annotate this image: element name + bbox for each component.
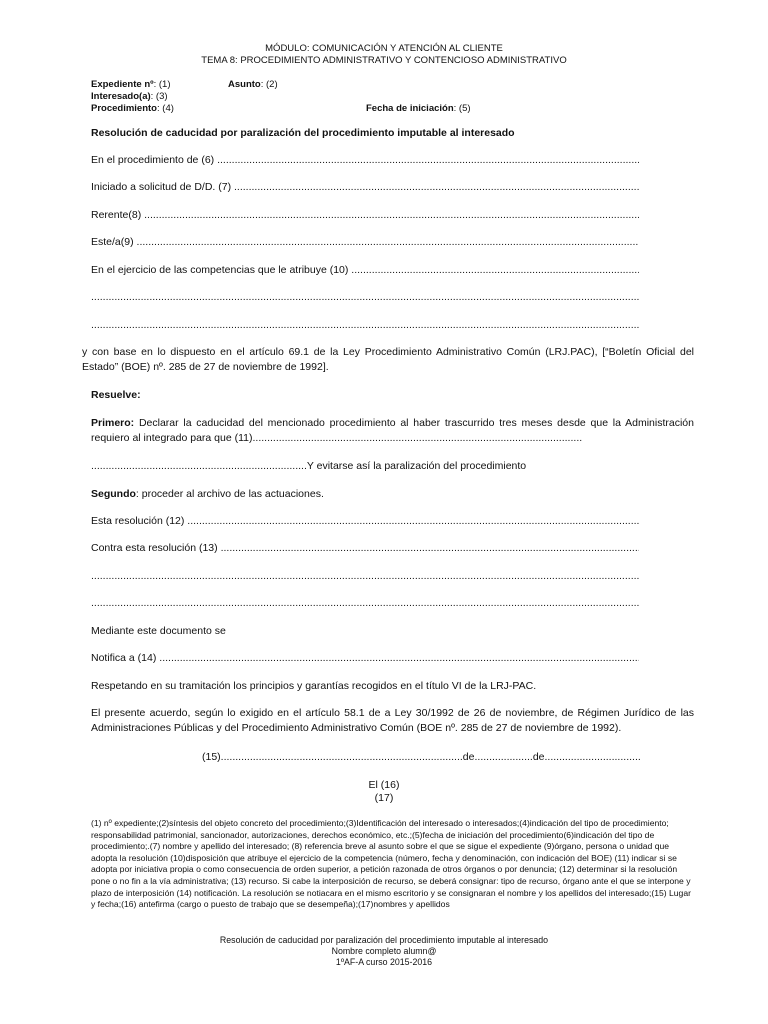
antefirma: El (16)	[368, 779, 400, 791]
esta-resolucion-line: Esta resolución (12) .....	[91, 515, 639, 527]
lugar-fecha-line: (15)...................................................................................de....................de.................................	[202, 751, 641, 763]
fecha-label: Fecha de iniciación	[366, 103, 454, 114]
fecha-value: : (5)	[453, 103, 471, 114]
este-line: Este/a(9) .....	[91, 236, 639, 248]
procedimiento-field	[91, 103, 174, 115]
blank-line-3	[91, 570, 639, 582]
notifica-line: Notifica a (14) .....	[91, 652, 639, 664]
interesado-field	[91, 91, 168, 103]
expediente-value: : (1)	[153, 79, 171, 90]
topic-title: TEMA 8: PROCEDIMIENTO ADMINISTRATIVO Y CONTENCIOSO ADMINISTRATIVO	[201, 55, 567, 66]
document-header	[0, 43, 768, 67]
procedimiento-label: Procedimiento	[91, 103, 157, 114]
evitarse-line: ..........................................................................Y evitarse así la paralización del procedimiento	[91, 460, 527, 472]
fecha-field	[366, 103, 471, 115]
segundo-text: : proceder al archivo de las actuaciones.	[135, 488, 324, 500]
footer-title: Resolución de caducidad por paralización del procedimiento imputable al interesado	[219, 935, 549, 945]
resolution-title: Resolución de caducidad por paralización del procedimiento imputable al interesado	[91, 127, 515, 139]
expediente-field	[91, 79, 171, 91]
base-legal-paragraph: y con base en lo dispuesto en el artículo 69.1 de la Ley Procedimiento Administrativo Común (LRJ.PAC), [“Boletín Oficial del Estado” (BOE) nº. 285 de 27 de noviembre de 1992].	[82, 346, 694, 373]
interesado-value: : (3)	[150, 91, 168, 102]
primero-text: Declarar la caducidad del mencionado procedimiento al haber trascurrido tres meses desde que la Administración requiero al integrado para que (11)	[91, 417, 694, 444]
asunto-field	[228, 79, 278, 91]
segundo-paragraph	[91, 487, 324, 502]
iniciado-line: Iniciado a solicitud de D/D. (7) .....	[91, 181, 639, 193]
asunto-value: : (2)	[260, 79, 278, 90]
mediante-text: Mediante este documento se	[91, 625, 226, 637]
competencias-line: En el ejercicio de las competencias que le atribuye (10) .....	[91, 264, 639, 276]
footer-course: 1ºAF-A curso 2015-2016	[335, 957, 433, 967]
respetando-paragraph: Respetando en su tramitación los principios y garantías recogidos en el título VI de la LRJ-PAC.	[91, 680, 537, 692]
procedimiento-line: En el procedimiento de (6) .....	[91, 154, 639, 166]
primero-label: Primero:	[91, 417, 135, 429]
resuelve-heading: Resuelve:	[91, 389, 141, 401]
primero-paragraph: Primero: Declarar la caducidad del mencionado procedimiento al haber trascurrido tres meses desde que la Administración requiero al integrado para que (11).................................................................................................................	[91, 417, 694, 444]
blank-line-1	[91, 291, 639, 303]
contra-resolucion-line: Contra esta resolución (13) .....	[91, 542, 639, 554]
presente-acuerdo-paragraph: El presente acuerdo, según lo exigido en el artículo 58.1 de a Ley 30/1992 de 26 de noviembre, de Régimen Jurídico de las Administraciones Públicas y del Procedimiento Administrativo Común (BOE nº. 285 de 27 de noviembre de 1992).	[91, 707, 694, 734]
blank-line-2	[91, 319, 639, 331]
procedimiento-value: : (4)	[157, 103, 174, 114]
firma: (17)	[374, 792, 394, 804]
asunto-label: Asunto	[228, 79, 261, 90]
footer-student-name: Nombre completo alumn@	[331, 946, 437, 956]
expediente-label: Expediente nº	[91, 79, 154, 90]
module-title: MÓDULO: COMUNICACIÓN Y ATENCIÓN AL CLIENTE	[265, 43, 503, 54]
interesado-label: Interesado(a)	[91, 91, 151, 102]
footnotes: (1) nº expediente;(2)síntesis del objeto concreto del procedimiento;(3)Identificación del interesado o interesados;(4)indicación del tipo de procedimiento; responsabilidad patrimonial, sancionador, autorizaciones, derechos económico, etc.;(5)fecha de iniciación del procedimiento(6)indicación del tipo de procedimiento;.(7) nombre y apellido del interesado; (8) referencia breve al asunto sobre el que se sigue el expediente (9)órgano, persona o unidad que adopta la resolución (10)disposición que atribuye el ejercicio de la competencia (número, fecha y denominación, con indicación del BOE) (11) indicar si se adopta por iniciativa propia o como consecuencia de orden superior, a petición razonada de otros órganos o por denuncia; (12) determinar si la resolución pone o no fin a la vía administrativa; (13) recurso. Si cabe la interposición de recurso, se deberá consignar: tipo de recurso, órgano ante el que se interpone y plazo de interposición (14) notificación. La resolución se notiacara en el mismo escritorio y se consignaran el nombre y los apellidos del interesado;(15) Lugar y fecha;(16) antefirma (cargo o puesto de trabajo que se desempeña);(17)nombres y apellidos	[91, 818, 691, 910]
blank-line-4	[91, 597, 639, 609]
document-footer	[0, 935, 768, 968]
rerente-line: Rerente(8) .....	[91, 209, 639, 221]
segundo-label: Segundo	[91, 488, 136, 500]
